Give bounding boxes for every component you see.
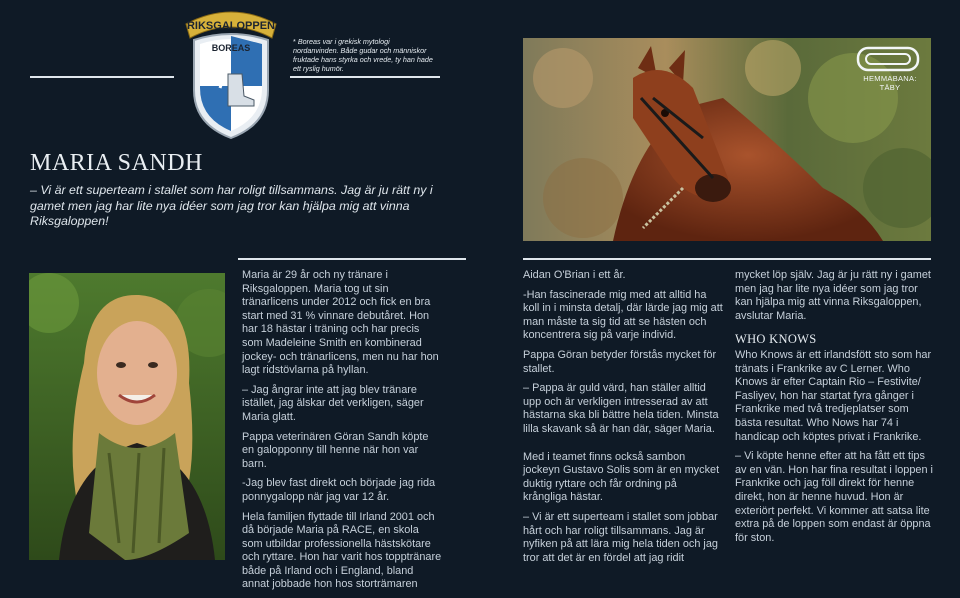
hemmabana-label: HEMMABANA: TÄBY	[863, 74, 917, 92]
paragraph: mycket löp själv. Jag är ju rätt ny i gamet men jag har lite nya idéer som jag tror kan hjälpa mig att vinna Riksgaloppen, avslutar Maria.	[735, 269, 931, 322]
paragraph: Aidan O'Brian i ett år.	[523, 269, 626, 281]
section-rule-right	[523, 258, 931, 260]
paragraph: Pappa veterinären Göran Sandh köpte en galopponny till henne när hon var barn.	[242, 430, 429, 470]
footnote	[293, 37, 433, 73]
article-column-3	[735, 269, 935, 551]
footnote-marker: *	[293, 37, 296, 46]
article-title: MARIA SANDH	[30, 150, 203, 176]
paragraph: -Han fascinerade mig med att alltid ha koll in i minsta detalj, där lärde jag mig att man måste ta sig tid att se hästen och koncentrera sig på varje individ.	[523, 288, 723, 342]
subheading-who-knows: WHO KNOWS	[735, 332, 817, 347]
paragraph: Maria är 29 år och ny tränare i Riksgaloppen. Maria tog ut sin tränarlicens under 2012 och fick en bra start med 31 % vinnare debutåret. Hon har 18 hästar i träning och har precis som Madeleine Smith en kombinerad jockey- och tränarlicens, men nu har hon lagt ridstövlarna på hyllan.	[242, 269, 439, 377]
portrait-photo	[29, 273, 225, 560]
crest-name-text: BOREAS	[211, 43, 251, 53]
paragraph: – Vi är ett superteam i stallet som jobbar hårt och har roligt tillsammans. Jag är nyfiken på att lära mig hela tiden och jag tror att det är en fördel att jag ridit	[523, 510, 718, 564]
paragraph: Who Knows är ett irlandsfött sto som har tränats i Frankrike av C Lerner. Who Knows är efter Captain Rio – Festivite/ Fasliyev, hon har startat fyra gånger i Frankrike med två tredjeplatser som bästa resultat. Who Nows har 74 i handicap och köptes privat i Frankrike.	[735, 348, 932, 443]
article-intro: – Vi är ett superteam i stallet som har roligt tillsammans. Jag är ju rätt ny i gamet men jag har lite nya idéer som jag tror kan hjälpa mig att vinna Riksgaloppen!	[30, 183, 433, 228]
paragraph: Med i teamet finns också sambon jockeyn Gustavo Solis som är en mycket duktig ryttare och får ordning på krångliga hästar.	[523, 450, 720, 504]
section-rule	[238, 258, 466, 260]
footnote-text: Boreas var i grekisk mytologi nordanvinden. Både gudar och människor fruktade hans styrka och vrede, ty han hade ett ryslig humör.	[293, 37, 433, 73]
paragraph: – Pappa är guld värd, han ställer alltid upp och är verkligen intresserad av att hästarna ska bli bättre hela tiden. Minsta lilla skavank så är han där, säger Maria.	[523, 382, 719, 435]
paragraph: – Vi köpte henne efter att ha fått ett tips av en vän. Hon har fina resultat i loppen i Frankrike och jag föll direkt för henne direkt, hon är henne huvud. Hon är exteriört perfekt. Vi kommer att satsa lite extra på de loppen som endast är öppna för ston.	[735, 450, 933, 544]
article-column-2	[523, 269, 723, 571]
crest-banner-text: RIKSGALOPPEN	[186, 20, 276, 32]
top-rule-right	[290, 76, 440, 78]
paragraph: Hela familjen flyttade till Irland 2001 och då började Maria på RACE, en skola som utbildar professionella hästskötare och ryttare. Hon har varit hos topptränare både på Irland och i England, bland annat jobbade hon hos storträmaren	[242, 510, 442, 591]
riksgaloppen-boreas-crest	[180, 4, 282, 140]
article-column-1	[242, 269, 442, 598]
paragraph: -Jag blev fast direkt och började jag rida ponnygalopp när jag var 12 år.	[242, 477, 436, 503]
top-rule-left	[30, 76, 174, 78]
paragraph: Pappa Göran betyder förstås mycket för stallet.	[523, 348, 717, 375]
paragraph: – Jag ångrar inte att jag blev tränare istället, jag älskar det verkligen, säger Maria glatt.	[242, 383, 424, 423]
